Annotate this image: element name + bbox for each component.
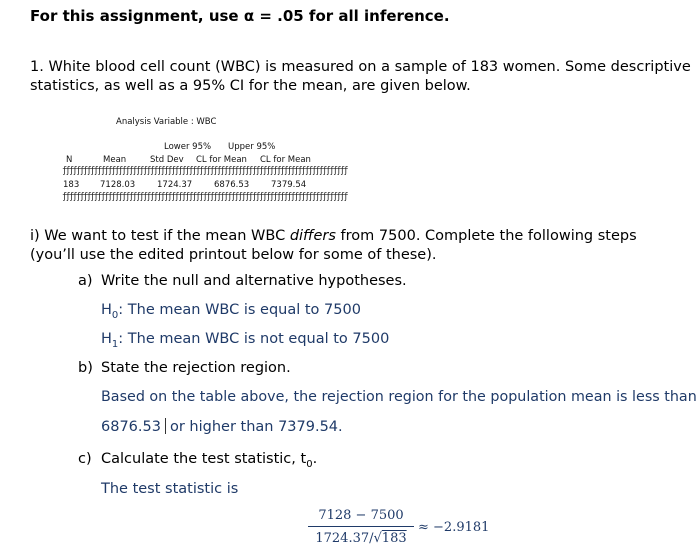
part-i-line-1b: from 7500. Complete the following steps bbox=[335, 228, 637, 244]
question-1-line-2: statistics, as well as a 95% CI for the mean, are given below. bbox=[30, 78, 471, 94]
sas-cell-mean: 7128.03 bbox=[100, 180, 136, 190]
question-1 bbox=[30, 58, 691, 96]
upper-bound-text: or higher than 7379.54. bbox=[169, 419, 343, 435]
h1-symbol: H bbox=[101, 331, 112, 347]
h1-subscript: 1 bbox=[111, 338, 119, 350]
sas-col-stddev: Std Dev bbox=[150, 155, 184, 165]
fraction-denominator bbox=[308, 531, 414, 546]
sas-col-n: N bbox=[66, 155, 73, 165]
fraction-numerator: 7128 − 7500 bbox=[318, 508, 404, 523]
alternative-hypothesis bbox=[101, 331, 389, 350]
rejection-region-line-1: Based on the table above, the rejection region for the population mean is less than bbox=[101, 389, 697, 405]
assignment-header: For this assignment, use α = .05 for all inference. bbox=[30, 7, 450, 25]
step-b-text: State the rejection region. bbox=[101, 360, 291, 376]
t0-subscript: 0 bbox=[306, 458, 313, 470]
text-cursor bbox=[165, 418, 166, 434]
sas-separator-top: ƒƒƒƒƒƒƒƒƒƒƒƒƒƒƒƒƒƒƒƒƒƒƒƒƒƒƒƒƒƒƒƒƒƒƒƒƒƒƒƒƒƒƒƒƒƒƒƒƒƒƒƒƒƒƒƒƒƒƒƒƒƒƒƒƒƒƒƒƒƒƒƒƒƒƒƒƒƒƒƒƒ bbox=[62, 166, 347, 176]
sas-title: Analysis Variable : WBC bbox=[116, 117, 217, 127]
question-1-line-1: 1. White blood cell count (WBC) is measured on a sample of 183 women. Some descriptive bbox=[30, 59, 691, 75]
test-statistic-fraction bbox=[308, 508, 414, 546]
step-c-text-a: Calculate the test statistic, t bbox=[101, 451, 307, 467]
step-b-label: b) bbox=[78, 360, 93, 376]
part-i-line-1 bbox=[30, 227, 637, 246]
h0-symbol: H bbox=[101, 302, 112, 318]
sas-cell-stddev: 1724.37 bbox=[157, 180, 193, 190]
h0-subscript: 0 bbox=[111, 309, 119, 321]
sas-separator-bottom: ƒƒƒƒƒƒƒƒƒƒƒƒƒƒƒƒƒƒƒƒƒƒƒƒƒƒƒƒƒƒƒƒƒƒƒƒƒƒƒƒƒƒƒƒƒƒƒƒƒƒƒƒƒƒƒƒƒƒƒƒƒƒƒƒƒƒƒƒƒƒƒƒƒƒƒƒƒƒƒƒƒ bbox=[62, 192, 347, 202]
sqrt-radicand: 183 bbox=[381, 531, 407, 546]
step-c-label: c) bbox=[78, 451, 92, 467]
step-a-label: a) bbox=[78, 273, 93, 289]
step-a-text: Write the null and alternative hypotheses. bbox=[101, 273, 407, 289]
h1-text: : The mean WBC is not equal to 7500 bbox=[118, 331, 390, 347]
sas-header-lower: Lower 95% bbox=[164, 142, 212, 152]
sas-cell-lower-cl: 6876.53 bbox=[214, 180, 250, 190]
part-i-emphasis: differs bbox=[289, 228, 336, 244]
sas-col-mean: Mean bbox=[103, 155, 127, 165]
h0-text: : The mean WBC is equal to 7500 bbox=[118, 302, 361, 318]
test-statistic-label: The test statistic is bbox=[101, 481, 239, 497]
part-i-line-2: (you’ll use the edited printout below for some of these). bbox=[30, 247, 437, 263]
sas-col-upper-cl: CL for Mean bbox=[260, 155, 311, 165]
test-statistic-value: ≈ −2.9181 bbox=[418, 520, 490, 535]
rejection-region-line-2[interactable] bbox=[101, 418, 343, 435]
sqrt-symbol: √ bbox=[373, 531, 382, 546]
step-c-text-b: . bbox=[312, 451, 318, 467]
sas-cell-upper-cl: 7379.54 bbox=[271, 180, 307, 190]
denominator-sd: 1724.37/ bbox=[315, 531, 374, 546]
step-c-text bbox=[101, 451, 317, 470]
sas-col-lower-cl: CL for Mean bbox=[196, 155, 247, 165]
part-i-line-1a: i) We want to test if the mean WBC bbox=[30, 228, 290, 244]
sas-header-upper: Upper 95% bbox=[228, 142, 276, 152]
sas-cell-n: 183 bbox=[63, 180, 80, 190]
part-i-intro bbox=[30, 227, 637, 265]
null-hypothesis bbox=[101, 302, 361, 321]
lower-bound-value: 6876.53 bbox=[101, 419, 161, 435]
fraction-bar bbox=[308, 526, 414, 527]
